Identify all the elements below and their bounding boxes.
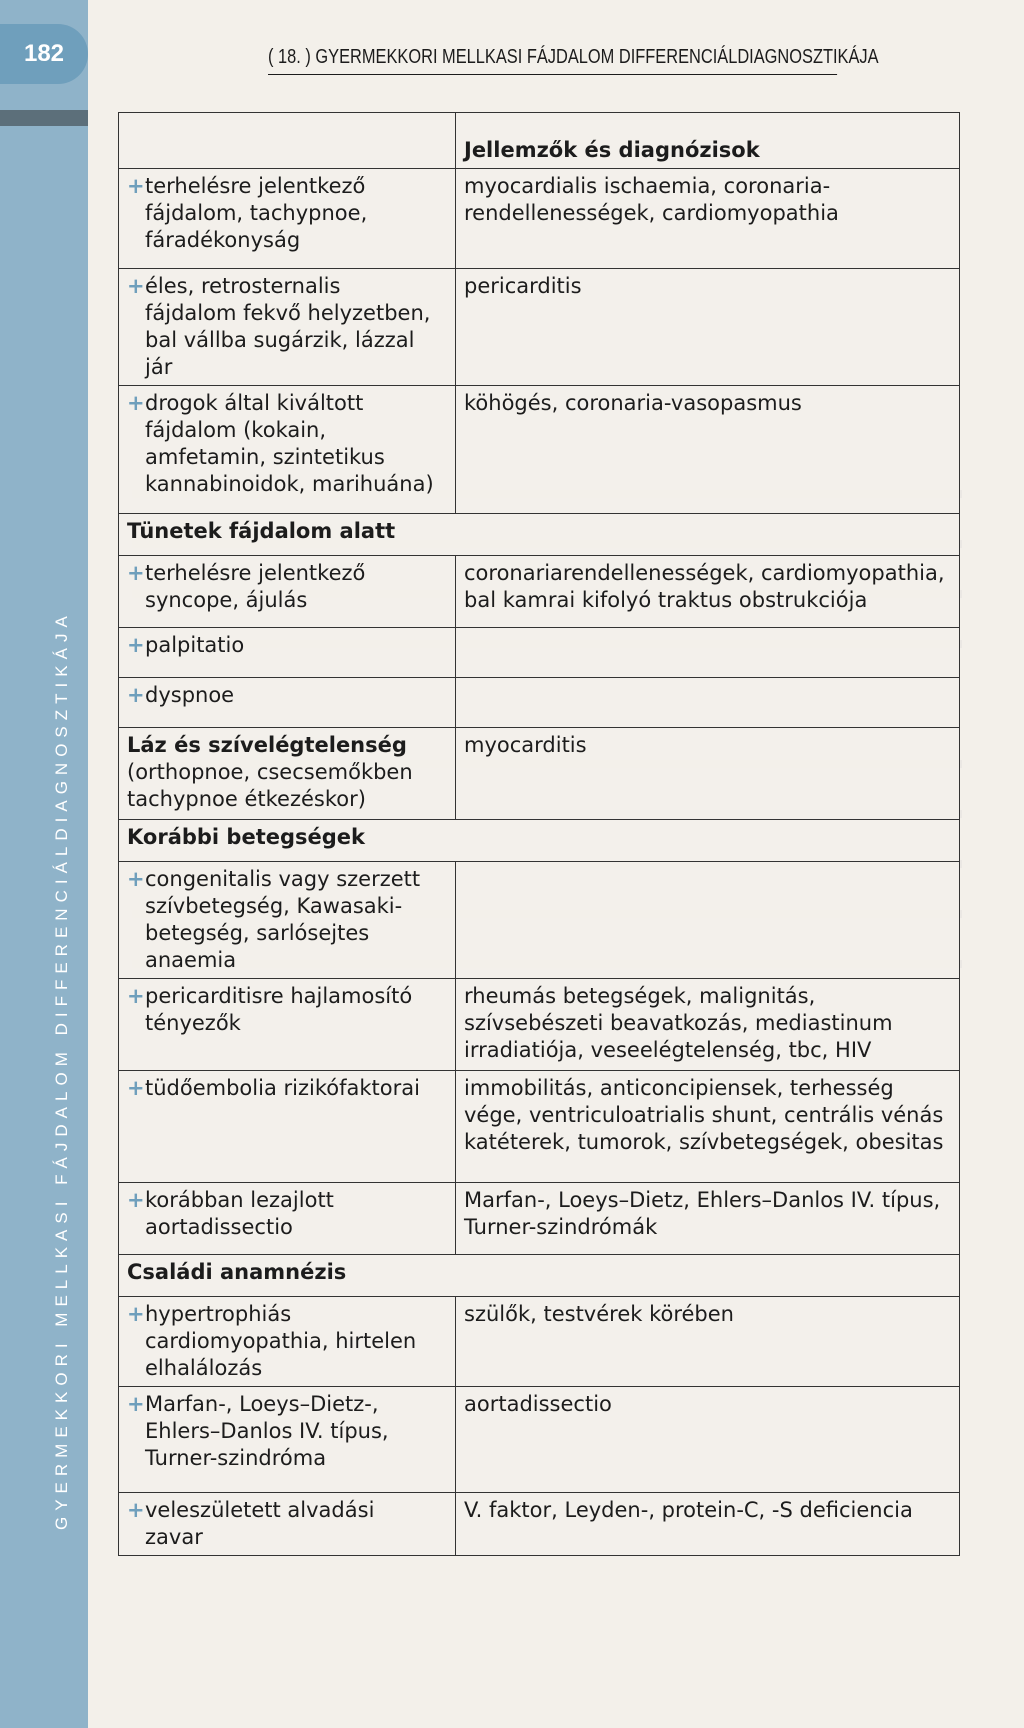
row-diagnosis: Marfan-, Loeys–Dietz, Ehlers–Danlos IV. típus, Turner-szindrómák	[464, 1188, 941, 1239]
row-left-cell	[119, 269, 456, 386]
table-row	[119, 979, 960, 1071]
row-right-cell	[456, 1183, 960, 1255]
plus-bullet-icon: +	[127, 867, 145, 891]
row-left-cell	[119, 386, 456, 514]
plus-bullet-icon: +	[127, 1498, 145, 1522]
row-symptom: palpitatio	[145, 633, 245, 657]
row-right-cell	[456, 979, 960, 1071]
row-left-cell	[119, 1071, 456, 1183]
diagnosis-table	[118, 112, 960, 1556]
sidebar-chapter-title: GYERMEKKORI MELLKASI FÁJDALOM DIFFERENCIÁLDIAGNOSZTIKÁJA	[52, 610, 71, 1530]
plus-bullet-icon: +	[127, 274, 145, 298]
row-symptom: Marfan-, Loeys–Dietz-, Ehlers–Danlos IV. típus, Turner-szindróma	[145, 1392, 389, 1470]
section-cell	[119, 820, 960, 862]
plus-bullet-icon: +	[127, 984, 145, 1008]
row-left-cell	[119, 556, 456, 628]
row-right-cell	[456, 728, 960, 820]
row-right-cell	[456, 628, 960, 678]
row-diagnosis: immobilitás, anticoncipiensek, terhesség vége, ventriculoatrialis shunt, centrális vénás katéterek, tumorok, szívbetegségek, obesitas	[464, 1076, 944, 1154]
row-diagnosis: rheumás betegségek, malignitás, szívsebészeti beavatkozás, mediastinum irradiatiója, veseelégtelenség, tbc, HIV	[464, 984, 893, 1062]
row-symptom: korábban lezajlott aortadissectio	[145, 1188, 334, 1239]
row-symptom: terhelésre jelentkező syncope, ájulás	[145, 561, 366, 612]
row-left-cell	[119, 728, 456, 820]
row-symptom: congenitalis vagy szerzett szívbetegség, Kawasaki-betegség, sarlósejtes anaemia	[145, 867, 421, 972]
section-title-family: Családi anamnézis	[127, 1260, 347, 1284]
row-left-cell	[119, 1183, 456, 1255]
table-row	[119, 728, 960, 820]
row-diagnosis: köhögés, coronaria-vasopasmus	[464, 391, 802, 415]
table-row	[119, 556, 960, 628]
chapter-sidebar	[0, 0, 88, 1728]
row-diagnosis: myocardialis ischaemia, coronaria- rendellenességek, cardiomyopathia	[464, 174, 839, 225]
table-row	[119, 269, 960, 386]
table-row	[119, 386, 960, 514]
table-row	[119, 1297, 960, 1387]
row-right-cell	[456, 386, 960, 514]
row-left-cell	[119, 1493, 456, 1556]
row-symptom: veleszületett alvadási zavar	[145, 1498, 375, 1549]
row-symptom: terhelésre jelentkező fájdalom, tachypnoe, fáradékonyság	[145, 174, 368, 252]
section-title-history: Korábbi betegségek	[127, 825, 366, 849]
row-left-cell	[119, 862, 456, 979]
section-row	[119, 820, 960, 862]
header-cell	[456, 113, 960, 169]
row-diagnosis: V. faktor, Leyden-, protein-C, -S deficiencia	[464, 1498, 913, 1522]
page-number: 182	[0, 24, 88, 84]
header-empty-cell	[119, 113, 456, 169]
plus-bullet-icon: +	[127, 391, 145, 415]
section-row	[119, 1255, 960, 1297]
plus-bullet-icon: +	[127, 1302, 145, 1326]
row-right-cell	[456, 1297, 960, 1387]
section-cell	[119, 1255, 960, 1297]
table-row	[119, 169, 960, 269]
row-diagnosis: coronariarendellenességek, cardiomyopathia, bal kamrai kifolyó traktus obstrukciója	[464, 561, 945, 612]
row-right-cell	[456, 1071, 960, 1183]
row-symptom: drogok által kiváltott fájdalom (kokain, amfetamin, szintetikus kannabinoidok, marihuána)	[145, 391, 434, 496]
row-symptom: pericarditisre hajlamosító tényezők	[145, 984, 413, 1035]
plus-bullet-icon: +	[127, 561, 145, 585]
row-left-cell	[119, 169, 456, 269]
row-right-cell	[456, 1387, 960, 1493]
row-right-cell	[456, 556, 960, 628]
row-symptom: tüdőembolia rizikófaktorai	[145, 1076, 420, 1100]
sidebar-band	[0, 110, 88, 126]
row-symptom: hypertrophiás cardiomyopathia, hirtelen elhalálozás	[145, 1302, 417, 1380]
plus-bullet-icon: +	[127, 683, 145, 707]
table-header-row	[119, 113, 960, 169]
plus-bullet-icon: +	[127, 1392, 145, 1416]
row-diagnosis: pericarditis	[464, 274, 582, 298]
table-row	[119, 1071, 960, 1183]
row-right-cell	[456, 862, 960, 979]
plus-bullet-icon: +	[127, 633, 145, 657]
plus-bullet-icon: +	[127, 1188, 145, 1212]
row-right-cell	[456, 1493, 960, 1556]
row-left-cell	[119, 678, 456, 728]
table-row	[119, 678, 960, 728]
row-right-cell	[456, 269, 960, 386]
header-title: Jellemzők és diagnózisok	[464, 138, 760, 162]
plus-bullet-icon: +	[127, 174, 145, 198]
row-left-cell	[119, 979, 456, 1071]
row-symptom: éles, retrosternalis fájdalom fekvő helyzetben, bal vállba sugárzik, lázzal jár	[145, 274, 431, 379]
section-title-symptoms: Tünetek fájdalom alatt	[127, 519, 396, 543]
row-right-cell	[456, 169, 960, 269]
row-symptom: dyspnoe	[145, 683, 235, 707]
row-left-cell	[119, 1387, 456, 1493]
row-diagnosis: aortadissectio	[464, 1392, 612, 1416]
table-row	[119, 1493, 960, 1556]
plus-bullet-icon: +	[127, 1076, 145, 1100]
section-cell	[119, 514, 960, 556]
table-row	[119, 628, 960, 678]
row-diagnosis: myocarditis	[464, 733, 587, 757]
table-row	[119, 1387, 960, 1493]
chapter-header: ( 18. ) GYERMEKKORI MELLKASI FÁJDALOM DIFFERENCIÁLDIAGNOSZTIKÁJA	[268, 46, 837, 75]
table-row	[119, 1183, 960, 1255]
table-row	[119, 862, 960, 979]
row-right-cell	[456, 678, 960, 728]
section-row	[119, 514, 960, 556]
fever-heading: Láz és szívelégtelenség	[127, 733, 407, 757]
fever-detail: (orthopnoe, csecsemőkben tachypnoe étkezéskor)	[127, 760, 413, 811]
row-left-cell	[119, 1297, 456, 1387]
row-diagnosis: szülők, testvérek körében	[464, 1302, 734, 1326]
row-left-cell	[119, 628, 456, 678]
